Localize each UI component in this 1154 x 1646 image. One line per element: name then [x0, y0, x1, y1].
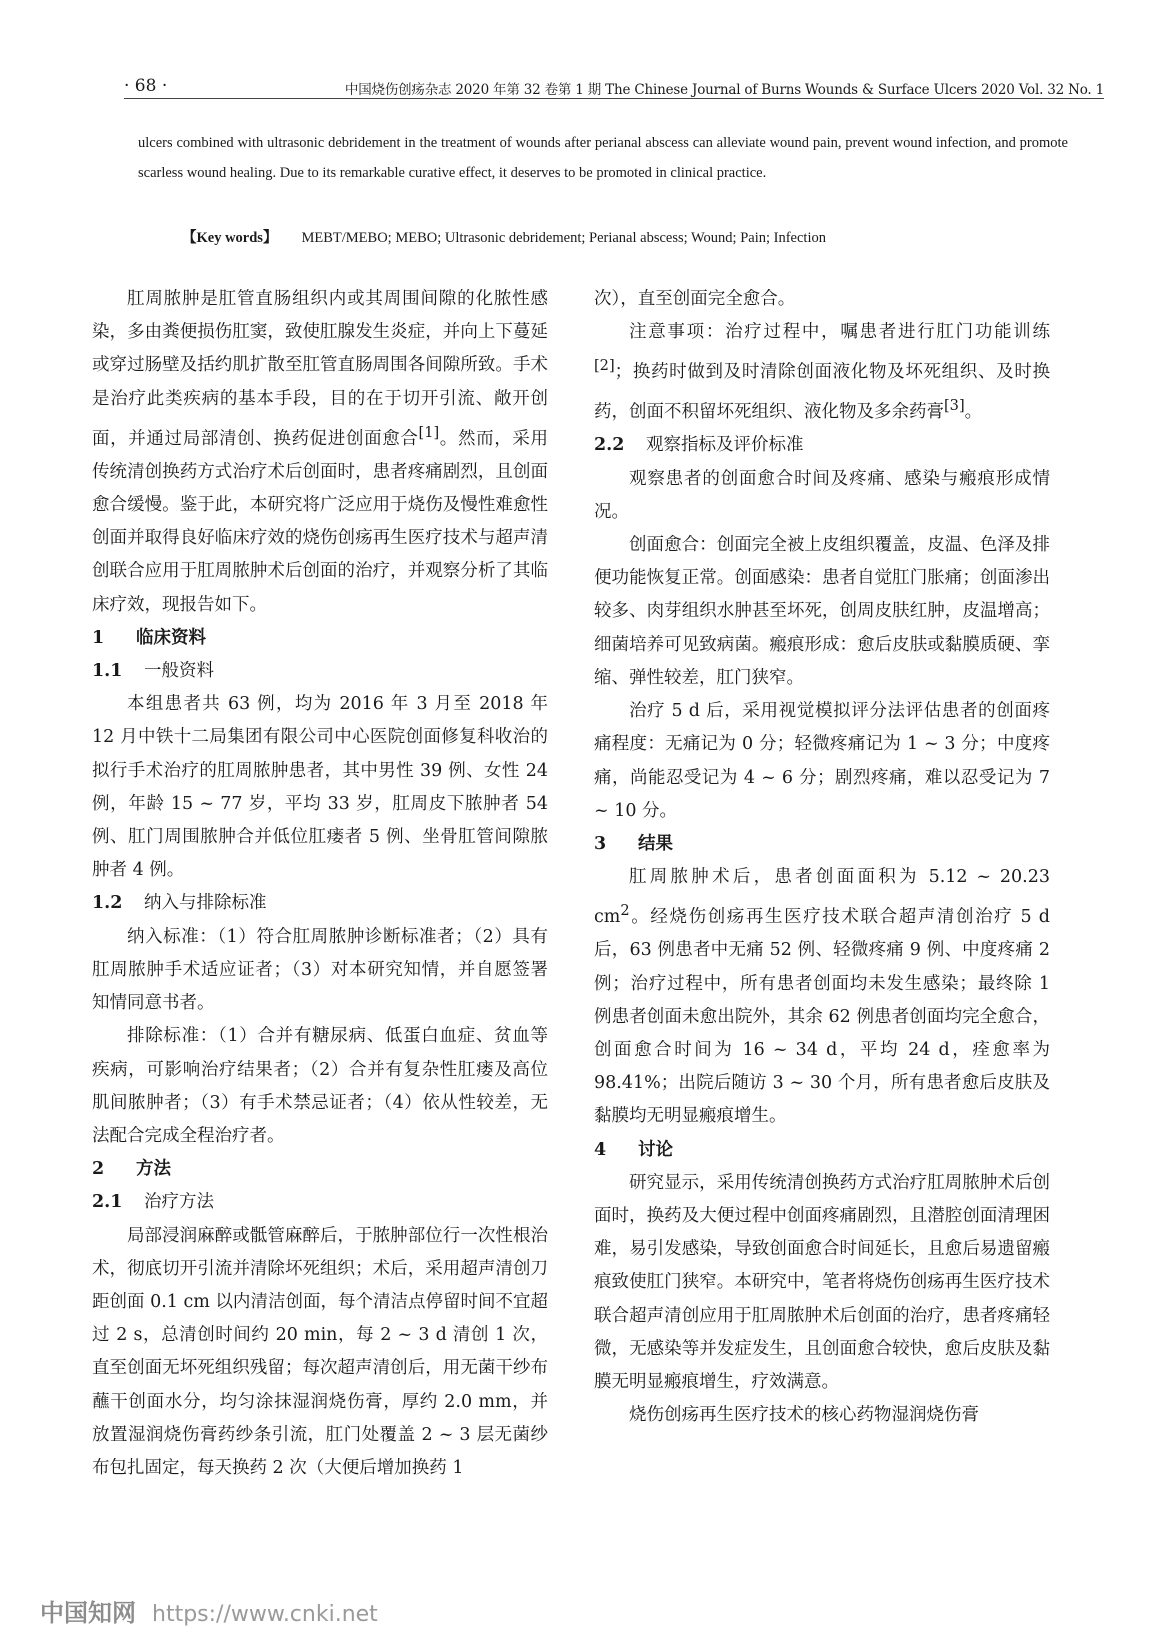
pain-scoring-paragraph: 治疗 5 d 后，采用视觉模拟评分法评估患者的创面疼痛程度：无痛记为 0 分；轻微疼痛记为 1 ~ 3 分；中度疼痛，尚能忍受记为 4 ~ 6 分；剧烈疼痛，难以忍受记为 7 ~ 10 分。: [594, 701, 1050, 821]
inclusion-criteria-paragraph: 纳入标准：（1）符合肛周脓肿诊断标准者；（2）具有肛周脓肿手术适应证者；（3）对本研究知情，并自愿签署知情同意书者。: [92, 926, 548, 1014]
section-heading-1: 1 临床资料: [92, 627, 206, 648]
cnki-logo: 中国知网: [40, 1599, 136, 1627]
exclusion-criteria-paragraph: 排除标准：（1）合并有糖尿病、低蛋白血症、贫血等疾病，可影响治疗结果者；（2）合并有复杂性肛瘘及高位肌间脓肿者；（3）有手术禁忌证者；（4）依从性较差，无法配合完成全程治疗者。: [92, 1026, 548, 1146]
page-number: · 68 ·: [124, 76, 168, 96]
intro-paragraph: 肛周脓肿是肛管直肠组织内或其周围间隙的化脓性感染，多由粪便损伤肛窦，致使肛腺发生炎症，并向上下蔓延或穿过肠壁及括约肌扩散至肛管直肠周围各间隙所致。手术是治疗此类疾病的基本手段，目的在于切开引流、敞开创面，并通过局部清创、换药促进创面愈合[1]。然而，采用传统清创换药方式治疗术后创面时，患者疼痛剧烈，且创面愈合缓慢。鉴于此，本研究将广泛应用于烧伤及慢性难愈性创面并取得良好临床疗效的烧伤创疡再生医疗技术与超声清创联合应用于肛周脓肿术后创面的治疗，并观察分析了其临床疗效，现报告如下。: [92, 289, 549, 615]
treatment-method-paragraph: 局部浸润麻醉或骶管麻醉后，于脓肿部位行一次性根治术，彻底切开引流并清除坏死组织；术后，采用超声清创刀距创面 0.1 cm 以内清洁创面，每个清洁点停留时间不宜超过 2 s，总清创时间约 20 min，每 2 ~ 3 d 清创 1 次，直至创面无坏死组织残留；每次超声清创后，用无菌干纱布蘸干创面水分，均匀涂抹湿润烧伤膏，厚约 2.0 mm，并放置湿润烧伤膏药纱条引流，肛门处覆盖 2 ~ 3 层无菌纱布包扎固定，每天换药 2 次（大便后增加换药 1: [92, 1225, 548, 1478]
subsection-heading-2-1: 2.1 治疗方法: [92, 1192, 214, 1213]
subsection-heading-1-2: 1.2 纳入与排除标准: [92, 893, 267, 914]
discussion-paragraph: 研究显示，采用传统清创换药方式治疗肛周脓肿术后创面时，换药及大便过程中创面疼痛剧烈，且潜腔创面清理困难，易引发感染，导致创面愈合时间延长，且愈后易遗留瘢痕致使肛门狭窄。本研究中，笔者将烧伤创疡再生医疗技术联合超声清创应用于肛周脓肿术后创面的治疗，患者疼痛轻微，无感染等并发症发生，且创面愈合较快，愈后皮肤及黏膜无明显瘢痕增生，疗效满意。: [594, 1172, 1050, 1392]
keywords-list: MEBT/MEBO; MEBO; Ultrasonic debridement; Perianal abscess; Wound; Pain; Infection: [301, 230, 826, 246]
criteria-definitions-paragraph: 创面愈合：创面完全被上皮组织覆盖，皮温、色泽及排便功能恢复正常。创面感染：患者自觉肛门胀痛；创面渗出较多、肉芽组织水肿甚至坏死，创周皮肤红肿，皮温增高；细菌培养可见致病菌。瘢痕形成：愈后皮肤或黏膜质硬、挛缩、弹性较差，肛门狭窄。: [594, 535, 1050, 688]
section-heading-2: 2 方法: [92, 1159, 171, 1180]
keywords-label: 【Key words】: [182, 230, 278, 246]
cnki-url[interactable]: https://www.cnki.net: [152, 1602, 378, 1627]
right-column: [594, 283, 1050, 1432]
citation-ref[interactable]: [2]: [594, 357, 615, 375]
journal-citation: 中国烧伤创疡杂志 2020 年第 32 卷第 1 期 The Chinese Journal of Burns Wounds & Surface Ulcers 2020 Vol. 32 No. 1: [344, 82, 1104, 98]
subsection-heading-2-2: 2.2 观察指标及评价标准: [594, 435, 804, 456]
cnki-watermark: [40, 1593, 378, 1628]
citation-ref[interactable]: [1]: [418, 423, 440, 441]
citation-ref[interactable]: [3]: [944, 397, 965, 415]
abstract-text: ulcers combined with ultrasonic debridement in the treatment of wounds after perianal abscess can alleviate wound pain, prevent wound infection, and promote scarless wound healing. Due to its remarkable curative effect, it deserves to be promoted in clinical practice.: [138, 135, 1068, 181]
section-heading-4: 4 讨论: [594, 1139, 673, 1160]
treatment-continuation: 次），直至创面完全愈合。: [594, 289, 796, 309]
observation-paragraph: 观察患者的创面愈合时间及疼痛、感染与瘢痕形成情况。: [594, 468, 1050, 522]
results-paragraph: 肛周脓肿术后，患者创面面积为 5.12 ~ 20.23 $cm^2$。经烧伤创疡再生医疗技术联合超声清创治疗 5 d 后，63 例患者中无痛 52 例、轻微疼痛 9 例、中度疼痛 2 例；治疗过程中，所有患者创面均未发生感染；最终除 1 例患者创面未愈出院外，其余 62 例患者创面均完全愈合，创面愈合时间为 16 ~ 34 d，平均 24 d，痊愈率为 98.41%；出院后随访 3 ~ 30 个月，所有患者愈后皮肤及黏膜均无明显瘢痕增生。: [594, 867, 1050, 1127]
running-header: [124, 76, 1104, 99]
discussion-paragraph-2: 烧伤创疡再生医疗技术的核心药物湿润烧伤膏: [629, 1405, 979, 1426]
abstract-continuation: [138, 128, 1068, 188]
subsection-heading-1-1: 1.1 一般资料: [92, 661, 214, 682]
precautions-paragraph: 注意事项：治疗过程中，嘱患者进行肛门功能训练[2]；换药时做到及时清除创面液化物及坏死组织、及时换药，创面不积留坏死组织、液化物及多余药膏[3]。: [594, 322, 1050, 423]
left-column: [92, 283, 548, 1485]
keywords-line: [182, 226, 1082, 247]
general-data-paragraph: 本组患者共 63 例，均为 2016 年 3 月至 2018 年 12 月中铁十二局集团有限公司中心医院创面修复科收治的拟行手术治疗的肛周脓肿患者，其中男性 39 例、女性 24 例，年龄 15 ~ 77 岁，平均 33 岁，肛周皮下脓肿者 54 例、肛门周围脓肿合并低位肛瘘者 5 例、坐骨肛管间隙脓肿者 4 例。: [92, 694, 548, 881]
section-heading-3: 3 结果: [594, 833, 673, 854]
